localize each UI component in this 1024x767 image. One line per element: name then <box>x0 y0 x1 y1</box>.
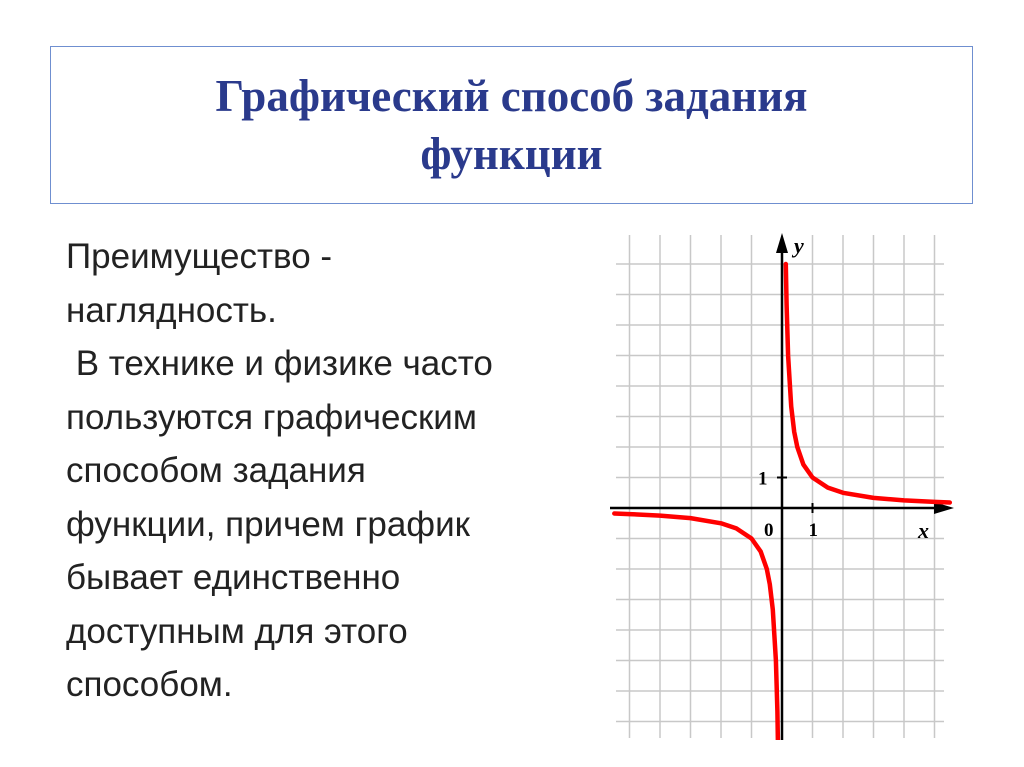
hyperbola-chart <box>606 227 956 740</box>
y-axis-arrow <box>776 233 788 253</box>
body-line: пользуются графическим <box>66 397 477 437</box>
grid <box>616 235 944 738</box>
y-axis-label: y <box>794 233 804 258</box>
slide-title <box>216 67 808 183</box>
body-line: бывает единственно <box>66 558 401 597</box>
body-line: наглядность. <box>66 290 277 330</box>
body-line: Преимущество - <box>66 237 333 276</box>
body-line: доступным для этого <box>66 611 408 651</box>
title-box <box>50 46 973 204</box>
body-line: функции, причем график <box>66 504 470 544</box>
body-line: В технике и физике часто <box>66 344 493 383</box>
x-tick-label: 1 <box>808 520 818 541</box>
title-line-2: функции <box>420 129 603 179</box>
title-line-1: Графический способ задания <box>215 71 808 121</box>
axes <box>610 233 954 740</box>
y-tick-label: 1 <box>758 468 768 490</box>
body-line: способом задания <box>66 451 366 490</box>
curve-branch-1 <box>614 514 778 741</box>
body-text <box>66 230 606 712</box>
origin-label: 0 <box>764 520 774 541</box>
curve-branch-2 <box>786 264 950 503</box>
x-axis-label: x <box>918 518 929 543</box>
body-line: способом. <box>66 665 233 704</box>
